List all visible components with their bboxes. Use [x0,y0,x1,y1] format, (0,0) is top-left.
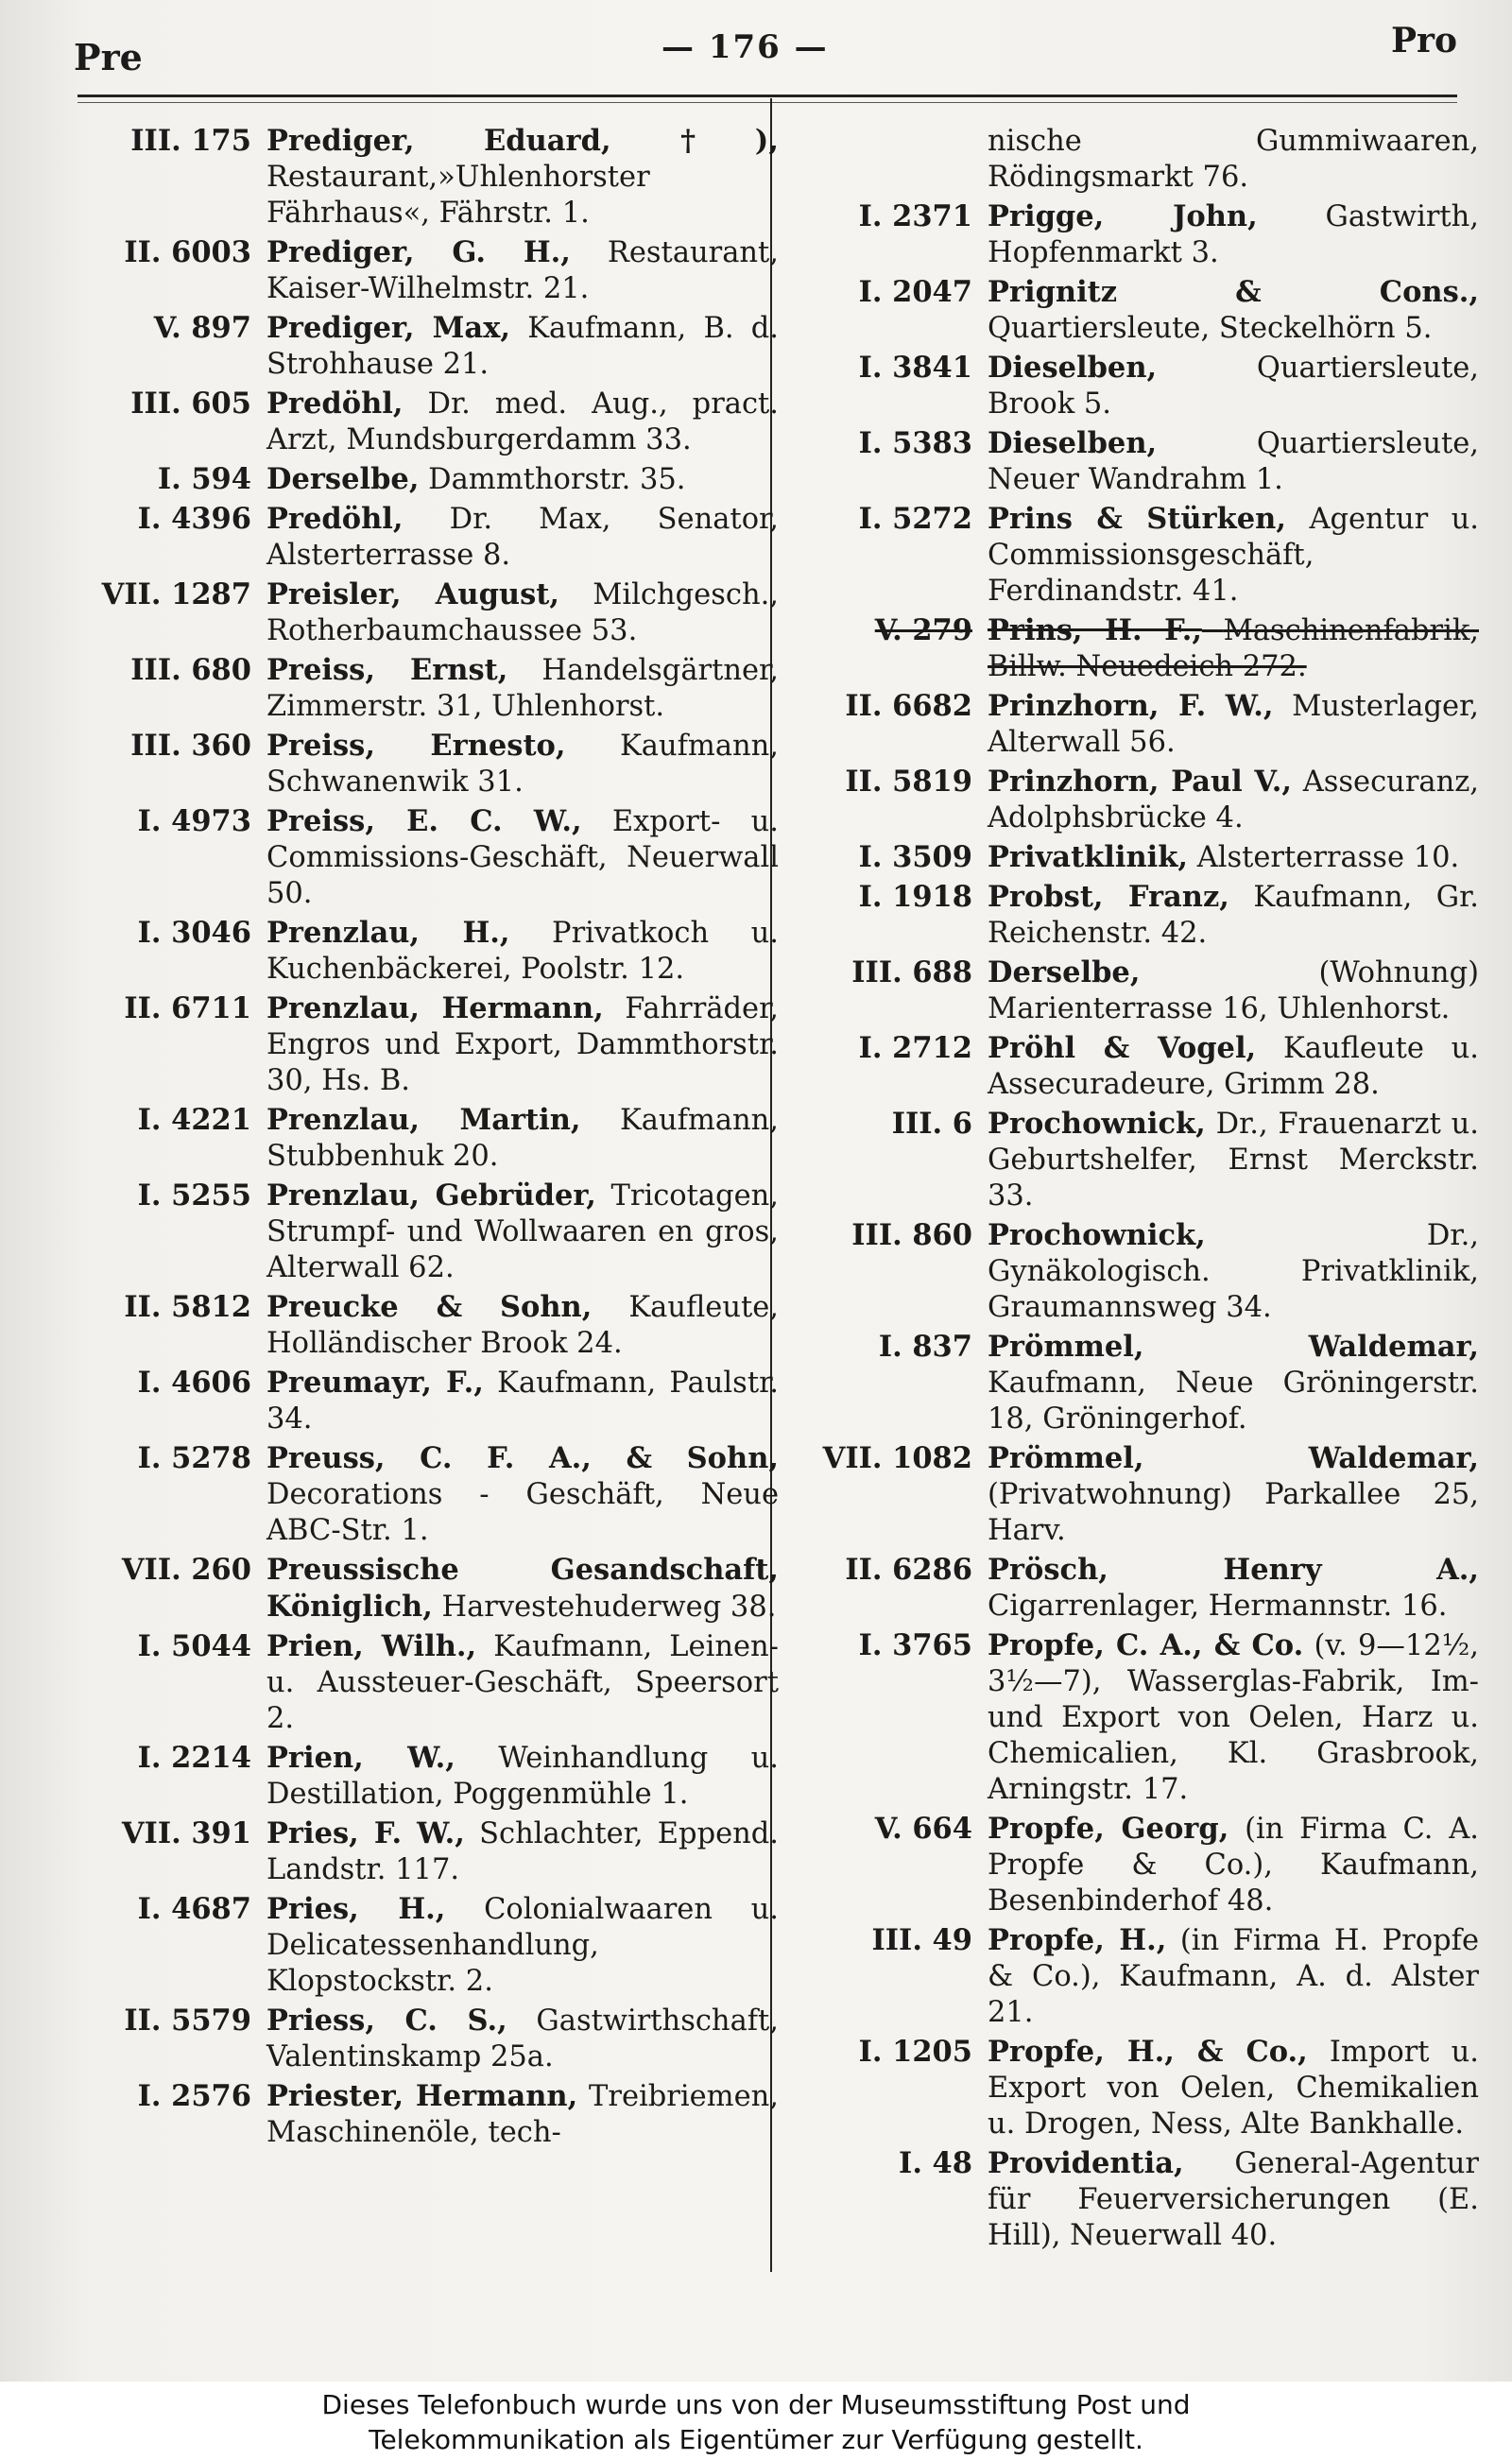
entry-name: Pröhl & Vogel, [988,1031,1257,1065]
entry-description: Restaurant,»Uhlenhorster Fährhaus«, Fährstr. 1. [266,161,650,230]
header-right-index: Pro [1390,21,1457,60]
phone-number: I. 5272 [858,502,972,536]
entry-name: Propfe, C. A., & Co. [988,1628,1304,1662]
entry-text [266,501,779,574]
phone-number: I. 1205 [858,2035,972,2069]
entry-name: Prochownick, [988,1107,1206,1141]
directory-entry [799,1217,1479,1326]
entry-name: Preucke & Sohn, [266,1290,593,1324]
directory-entry [799,2034,1479,2142]
phone-number: I. 5255 [137,1178,251,1213]
directory-entry [87,1815,779,1888]
entry-description: Dr. Max, Senator, Alsterterrasse 8. [266,503,779,572]
entry-description: Cigarrenlager, Hermannstr. 16. [988,1590,1448,1623]
directory-entry [87,803,779,912]
entry-text [266,803,779,912]
entry-name: Prenzlau, H., [266,916,510,950]
phone-number: I. 48 [899,2146,972,2180]
entry-text [266,310,779,383]
phone-number: I. 2214 [137,1741,251,1775]
entry-text [266,1440,779,1549]
phone-number: V. 279 [874,613,972,647]
entry-text [988,764,1479,836]
entry-description: Kaufmann, Paulstr. 34. [266,1367,779,1436]
entry-description: (in Firma H. Propfe & Co.), Kaufmann, A. d. Alster 21. [988,1924,1479,2029]
phone-number: I. 3046 [137,916,251,950]
entry-text [266,234,779,307]
directory-entry [87,386,779,458]
directory-entry [87,1178,779,1286]
entry-text [988,123,1479,196]
phone-number: III. 360 [130,729,251,763]
entry-description: Kaufleute, Holländischer Brook 24. [266,1291,779,1360]
entry-name: Predöhl, [266,387,404,421]
entry-description: Dammthorstr. 35. [428,463,686,496]
phone-number: VII. 260 [121,1553,251,1587]
directory-entry [87,1628,779,1737]
entry-name: Prien, Wilh., [266,1629,477,1663]
entry-description: Handelsgärtner, Zimmerstr. 31, Uhlenhorst. [266,654,779,723]
directory-entry [87,1891,779,2000]
entry-text [988,1627,1479,1808]
entry-description: Agentur u. Commissionsgeschäft, Ferdinandstr. 41. [988,503,1479,608]
directory-entry [799,123,1479,196]
left-column [87,123,779,2154]
phone-number: VII. 1082 [822,1441,972,1475]
entry-name: Prinzhorn, Paul V., [988,765,1292,799]
entry-description: Kaufmann, Schwanenwik 31. [266,730,779,799]
header-left-index: Pre [74,36,143,78]
phone-number: III. 175 [130,124,251,158]
directory-entry [799,274,1479,347]
directory-entry [87,1102,779,1175]
directory-entry [799,612,1479,685]
entry-text [988,1217,1479,1326]
phone-number: VII. 391 [121,1816,251,1850]
directory-entry [799,501,1479,610]
directory-entry [87,310,779,383]
directory-entry [799,1329,1479,1437]
phone-number: I. 2047 [858,275,972,309]
directory-entry [799,1440,1479,1549]
entry-description: Tricotagen, Strumpf- und Wollwaaren en gros, Alterwall 62. [266,1179,779,1284]
entry-description: Fahrräder, Engros und Export, Dammthorstr. 30, Hs. B. [266,992,779,1097]
entry-text [988,2034,1479,2142]
entry-text [988,1440,1479,1549]
phone-number: II. 5579 [124,2004,251,2038]
entry-text [266,728,779,800]
entry-name: Preuss, C. F. A., & Sohn, [266,1441,779,1475]
phone-number: II. 6682 [845,689,972,723]
directory-entry [799,1922,1479,2031]
entry-description: (Wohnung) Marienterrasse 16, Uhlenhorst. [988,956,1479,1025]
entry-description: Gastwirthschaft, Valentinskamp 25a. [266,2004,779,2073]
entry-text [988,1329,1479,1437]
phone-number: I. 2371 [858,199,972,233]
entry-text [988,425,1479,498]
directory-entry [87,915,779,988]
entry-name: Prochownick, [988,1218,1206,1252]
entry-description: Milchgesch., Rotherbaumchaussee 53. [266,578,779,647]
page-number: — 176 — [662,28,829,66]
entry-text [988,1552,1479,1625]
entry-text [988,1106,1479,1214]
entry-name: Preussische Gesandschaft, Königlich, [266,1553,779,1624]
entry-description: Decorations - Geschäft, Neue ABC-Str. 1. [266,1478,779,1547]
directory-entry [799,688,1479,761]
entry-text [266,1365,779,1437]
phone-number: I. 837 [878,1330,972,1364]
directory-entry [799,1030,1479,1103]
entry-description: Kaufmann, Neue Gröningerstr. 18, Gröningerhof. [988,1367,1479,1436]
entry-name: Prien, W., [266,1741,455,1775]
directory-entry [799,425,1479,498]
directory-entry [87,123,779,232]
entry-name: Prenzlau, Martin, [266,1103,581,1137]
phone-number: I. 5044 [137,1629,251,1663]
entry-name: Prediger, Max, [266,311,510,345]
entry-name: Propfe, H., & Co., [988,2035,1308,2069]
entry-description: Dr. med. Aug., pract. Arzt, Mundsburgerdamm 33. [266,387,779,456]
phone-number: V. 664 [874,1812,972,1846]
entry-text [988,350,1479,422]
entry-name: Prömmel, Waldemar, [988,1441,1479,1475]
entry-text [266,1891,779,2000]
entry-description: Schlachter, Eppend. Landstr. 117. [266,1817,779,1886]
entry-name: Prediger, Eduard, †), [266,124,779,158]
entry-text [266,461,779,498]
entry-text [266,1740,779,1813]
footer-notice [0,2382,1512,2460]
entry-name: Privatklinik, [988,840,1188,874]
entry-name: Probst, Franz, [988,880,1229,914]
directory-entry [87,1740,779,1813]
entry-text [266,1178,779,1286]
entry-description: Dr., Gynäkologisch. Privatklinik, Graumannsweg 34. [988,1219,1479,1324]
phone-number: II. 5819 [845,765,972,799]
phone-number: I. 2576 [137,2079,251,2113]
entry-text [988,1811,1479,1919]
entry-description: Kaufmann, B. d. Strohhause 21. [266,312,779,381]
directory-entry [87,990,779,1099]
entry-description: Treibriemen, Maschinenöle, tech- [266,2080,779,2149]
right-column [799,123,1479,2257]
directory-entry [87,461,779,498]
entry-description: Assecuranz, Adolphsbrücke 4. [988,766,1479,834]
phone-number: III. 860 [851,1218,972,1252]
entry-description: Import u. Export von Oelen, Chemikalien u. Drogen, Ness, Alte Bankhalle. [988,2036,1479,2141]
entry-name: Pries, H., [266,1892,446,1926]
directory-entry [799,1811,1479,1919]
entry-text [988,501,1479,610]
entry-name: Prignitz & Cons., [988,275,1479,309]
entry-text [988,612,1479,685]
phone-number: III. 688 [851,955,972,989]
directory-entry [799,1106,1479,1214]
entry-name: Preiss, Ernesto, [266,729,566,763]
phone-number: III. 49 [871,1923,972,1957]
entry-name: Priester, Hermann, [266,2079,578,2113]
phone-number: I. 3765 [858,1628,972,1662]
entry-text [266,386,779,458]
directory-entry [799,955,1479,1027]
entry-name: Predöhl, [266,502,404,536]
entry-description: General-Agentur für Feuerversicherungen (E. Hill), Neuerwall 40. [988,2147,1479,2252]
directory-entry [87,234,779,307]
entry-text [266,990,779,1099]
entry-description: Kaufmann, Stubbenhuk 20. [266,1104,779,1173]
directory-entry [799,839,1479,876]
directory-entry [87,501,779,574]
entry-name: Dieselben, [988,351,1158,385]
entry-description: nische Gummiwaaren, Rödingsmarkt 76. [988,125,1479,194]
entry-text [988,688,1479,761]
entry-name: Dieselben, [988,426,1158,460]
phone-number: I. 5278 [137,1441,251,1475]
entry-text [266,2003,779,2075]
entry-name: Pries, F. W., [266,1816,465,1850]
entry-description: Maschinenfabrik, Billw. Neuedeich 272. [988,614,1479,683]
entry-text [266,1552,779,1626]
directory-entry [799,1627,1479,1808]
phone-number: I. 2712 [858,1031,972,1065]
entry-description: (Privatwohnung) Parkallee 25, Harv. [988,1478,1479,1547]
entry-description: Quartiersleute, Brook 5. [988,352,1479,421]
entry-name: Prediger, G. H., [266,235,571,269]
phone-number: III. 680 [130,653,251,687]
entry-name: Prösch, Henry A., [988,1553,1479,1587]
footer-line-1: Dieses Telefonbuch wurde uns von der Museumsstiftung Post und [321,2389,1191,2420]
directory-entry [799,350,1479,422]
entry-description: Kaufmann, Gr. Reichenstr. 42. [988,881,1479,950]
entry-description: Export- u. Commissions-Geschäft, Neuerwall 50. [266,805,779,910]
entry-text [266,652,779,725]
entry-text [266,915,779,988]
phone-number: II. 6711 [124,991,251,1025]
entry-description: (v. 9—12½, 3½—7), Wasserglas-Fabrik, Im- und Export von Oelen, Harz u. Chemicalien, Kl. Grasbrook, Arningstr. 17. [988,1629,1479,1806]
entry-text [988,198,1479,271]
entry-name: Preiss, Ernst, [266,653,508,687]
directory-entry [87,576,779,649]
entry-description: Alsterterrasse 10. [1196,841,1460,874]
directory-entry [87,728,779,800]
entry-name: Prigge, John, [988,199,1258,233]
entry-text [266,123,779,232]
directory-entry [87,652,779,725]
header-rule-thin [77,102,1457,103]
entry-name: Prinzhorn, F. W., [988,689,1274,723]
entry-name: Derselbe, [266,462,420,496]
phone-number: I. 1918 [858,880,972,914]
directory-entry [799,1552,1479,1625]
entry-description: Weinhandlung u. Destillation, Poggenmühle 1. [266,1742,780,1811]
phone-number: I. 5383 [858,426,972,460]
entry-name: Prömmel, Waldemar, [988,1330,1479,1364]
directory-entry [87,1289,779,1362]
entry-text [266,576,779,649]
entry-text [988,274,1479,347]
entry-description: (in Firma C. A. Propfe & Co.), Kaufmann, Besenbinderhof 48. [988,1813,1479,1918]
footer-line-2: Telekommunikation als Eigentümer zur Verfügung gestellt. [369,2424,1143,2455]
directory-entry [87,1365,779,1437]
phone-number: I. 4973 [137,804,251,838]
directory-entry [799,2145,1479,2254]
phone-number: II. 6286 [845,1553,972,1587]
entry-name: Prins, H. F., [988,613,1202,647]
phone-number: I. 4687 [137,1892,251,1926]
entry-description: Quartiersleute, Steckelhörn 5. [988,312,1433,345]
phone-number: I. 4221 [137,1103,251,1137]
phone-number: I. 594 [157,462,251,496]
directory-entry [87,2078,779,2151]
entry-description: Kaufmann, Leinen- u. Aussteuer-Geschäft, Speersort 2. [266,1630,779,1735]
entry-name: Prenzlau, Hermann, [266,991,604,1025]
entry-description: Harvestehuderweg 38. [441,1591,777,1624]
header-rule [77,95,1457,97]
entry-text [988,879,1479,952]
entry-text [266,2078,779,2151]
entry-name: Propfe, Georg, [988,1812,1229,1846]
phone-number: I. 4396 [137,502,251,536]
phone-number: II. 5812 [124,1290,251,1324]
entry-text [988,1922,1479,2031]
entry-name: Preiss, E. C. W., [266,804,582,838]
directory-entry [799,879,1479,952]
directory-entry [799,764,1479,836]
phone-number: II. 6003 [124,235,251,269]
entry-description: Privatkoch u. Kuchenbäckerei, Poolstr. 12. [266,917,779,986]
entry-name: Priess, C. S., [266,2004,507,2038]
phone-number: VII. 1287 [101,577,251,611]
phone-number: III. 6 [891,1107,972,1141]
entry-name: Prins & Stürken, [988,502,1286,536]
entry-description: Kaufleute u. Assecuradeure, Grimm 28. [988,1032,1479,1101]
entry-text [988,1030,1479,1103]
phone-number: I. 4606 [137,1366,251,1400]
directory-entry [87,2003,779,2075]
entry-text [988,839,1479,876]
entry-description: Dr., Frauenarzt u. Geburtshelfer, Ernst Merckstr. 33. [988,1108,1480,1213]
entry-text [266,1628,779,1737]
directory-entry [87,1552,779,1626]
entry-name: Prenzlau, Gebrüder, [266,1178,596,1213]
entry-name: Providentia, [988,2146,1184,2180]
entry-name: Derselbe, [988,955,1141,989]
phone-number: I. 3841 [858,351,972,385]
entry-text [266,1289,779,1362]
directory-entry [799,198,1479,271]
phone-number: III. 605 [130,387,251,421]
entry-text [988,955,1479,1027]
entry-text [266,1815,779,1888]
phone-number: I. 3509 [858,840,972,874]
entry-name: Preumayr, F., [266,1366,484,1400]
directory-entry [87,1440,779,1549]
entry-description: Gastwirth, Hopfenmarkt 3. [988,200,1479,269]
entry-description: Quartiersleute, Neuer Wandrahm 1. [988,427,1479,496]
entry-description: Colonialwaaren u. Delicatessenhandlung, Klopstockstr. 2. [266,1893,779,1998]
entry-text [266,1102,779,1175]
phone-number: V. 897 [153,311,251,345]
entry-description: Musterlager, Alterwall 56. [988,690,1479,759]
entry-name: Propfe, H., [988,1923,1167,1957]
entry-name: Preisler, August, [266,577,559,611]
entry-description: Restaurant, Kaiser-Wilhelmstr. 21. [266,236,779,305]
entry-text [988,2145,1479,2254]
